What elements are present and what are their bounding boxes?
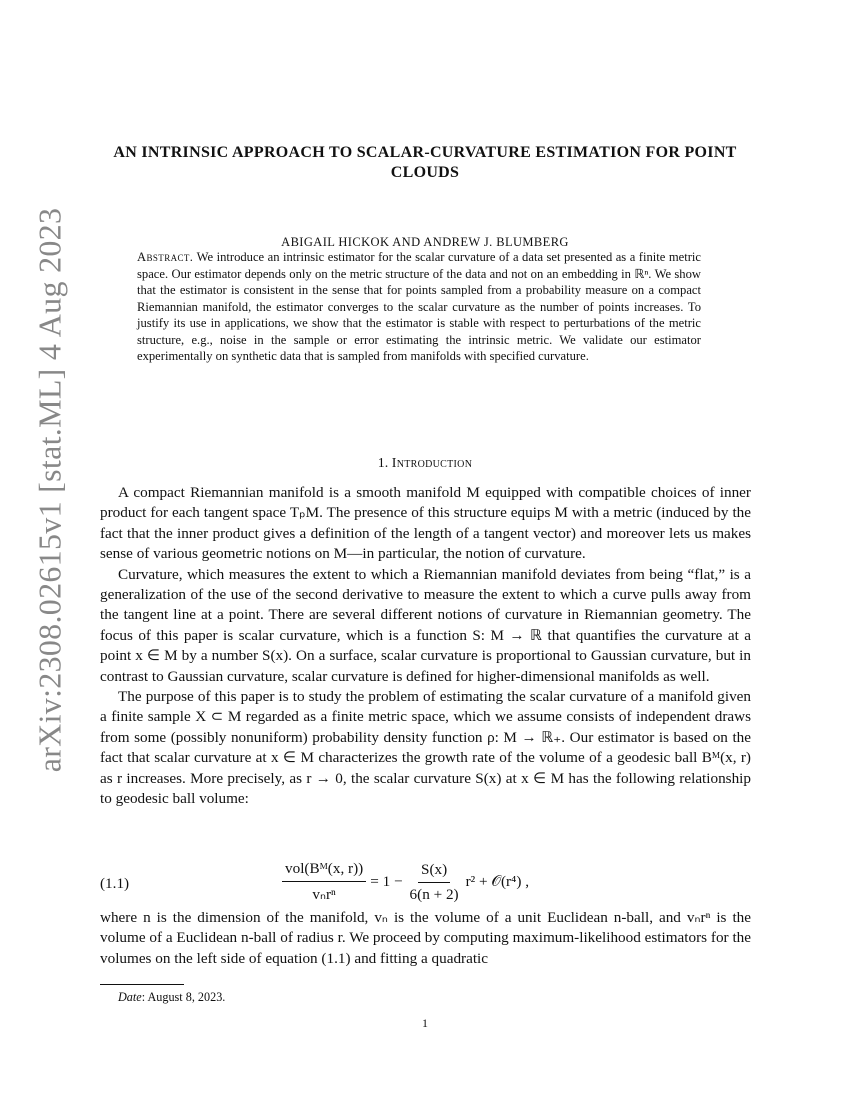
rhs-numerator: S(x) (418, 861, 450, 883)
rhs-denominator: 6(n + 2) (409, 885, 459, 903)
page-number: 1 (422, 1016, 428, 1030)
equation-label: (1.1) (100, 875, 130, 892)
arxiv-side-identifier (20, 207, 80, 773)
section-heading (100, 456, 750, 472)
abstract (137, 249, 701, 365)
paragraph-4: where n is the dimension of the manifold, vₙ is the volume of a unit Euclidean n-ball, and vₙrⁿ is the volume of a Euclidean n-ball of radius r. We proceed by computing maximum-likelihood estimators for the volumes on the left side of equation (1.1) and fitting a quadratic (100, 909, 751, 967)
rhs-prefix: = 1 − (370, 873, 403, 890)
section-number: 1. (377, 456, 389, 471)
footnote (118, 990, 225, 1005)
arxiv-id-text: arXiv:2308.02615v1 [stat.ML] 4 Aug 2023 (31, 207, 68, 773)
body-text (100, 483, 751, 810)
paragraph-2: Curvature, which measures the extent to which a Riemannian manifold deviates from being “flat,” is a generalization of the use of the second derivative to measure the extent to which a curve pulls away from the tangent line at a point. There are several different notions of curvature in Riemannian geometry. The focus of this paper is scalar curvature, which is a function S: M → ℝ that quantifies the curvature at a point x ∈ M by a number S(x). On a surface, scalar curvature is proportional to Gaussian curvature, but in contrast to Gaussian curvature, scalar curvature is defined for higher-dimensional manifolds as well. (100, 565, 751, 685)
equation-1-1 (100, 852, 751, 912)
paper-title: AN INTRINSIC APPROACH TO SCALAR-CURVATURE ESTIMATION FOR POINT CLOUDS (113, 144, 737, 181)
paragraph-1: A compact Riemannian manifold is a smooth manifold M equipped with compatible choices of inner product for each tangent space TₚM. The presence of this structure equips M with a metric (induced by the fact that the inner product gives a definition of the length of a tangent vector) and moreover lets us makes sense of various geometric notions on M—in particular, the notion of curvature. (100, 484, 751, 563)
footnote-rule (100, 984, 184, 985)
footnote-text: : August 8, 2023. (141, 990, 226, 1004)
abstract-text: We introduce an intrinsic estimator for the scalar curvature of a data set presented as a finite metric space. Our estimator depends only on the metric structure of the data and not on an embedding in ℝⁿ. We show that the estimator is consistent in the sense that for points sampled from a probability measure on a compact Riemannian manifold, the estimator converges to the scalar curvature as the number of points increases. To justify its use in applications, we show that the estimator is stable with respect to perturbations of the metric structure, e.g., noise in the sample or error estimating the intrinsic metric. We validate our estimator experimentally on synthetic data that is sampled from manifolds with specified curvature. (137, 250, 701, 363)
footnote-label: Date (118, 990, 142, 1004)
section-title: Introduction (391, 456, 473, 471)
lhs-fraction (282, 860, 366, 904)
lhs-numerator: vol(Bᴹ(x, r)) (282, 860, 366, 882)
rhs-fraction (407, 861, 462, 904)
rhs-suffix: r² + 𝒪(r⁴) , (465, 873, 530, 890)
body-text-continued (100, 908, 751, 969)
equation-body (278, 852, 529, 912)
paragraph-3: The purpose of this paper is to study the problem of estimating the scalar curvature of a manifold given a finite sample X ⊂ M regarded as a finite metric space, which we assume consists of independent draws from some (possibly nonuniform) probability density function ρ: M → ℝ₊. Our estimator is based on the fact that scalar curvature at x ∈ M characterizes the growth rate of the volume of a geodesic ball Bᴹ(x, r) as r increases. More precisely, as r → 0, the scalar curvature S(x) at x ∈ M has the following relationship to geodesic ball volume: (100, 688, 751, 808)
paper-authors: ABIGAIL HICKOK AND ANDREW J. BLUMBERG (281, 235, 569, 249)
lhs-denominator: vₙrⁿ (312, 886, 336, 903)
abstract-label: Abstract. (137, 250, 194, 264)
